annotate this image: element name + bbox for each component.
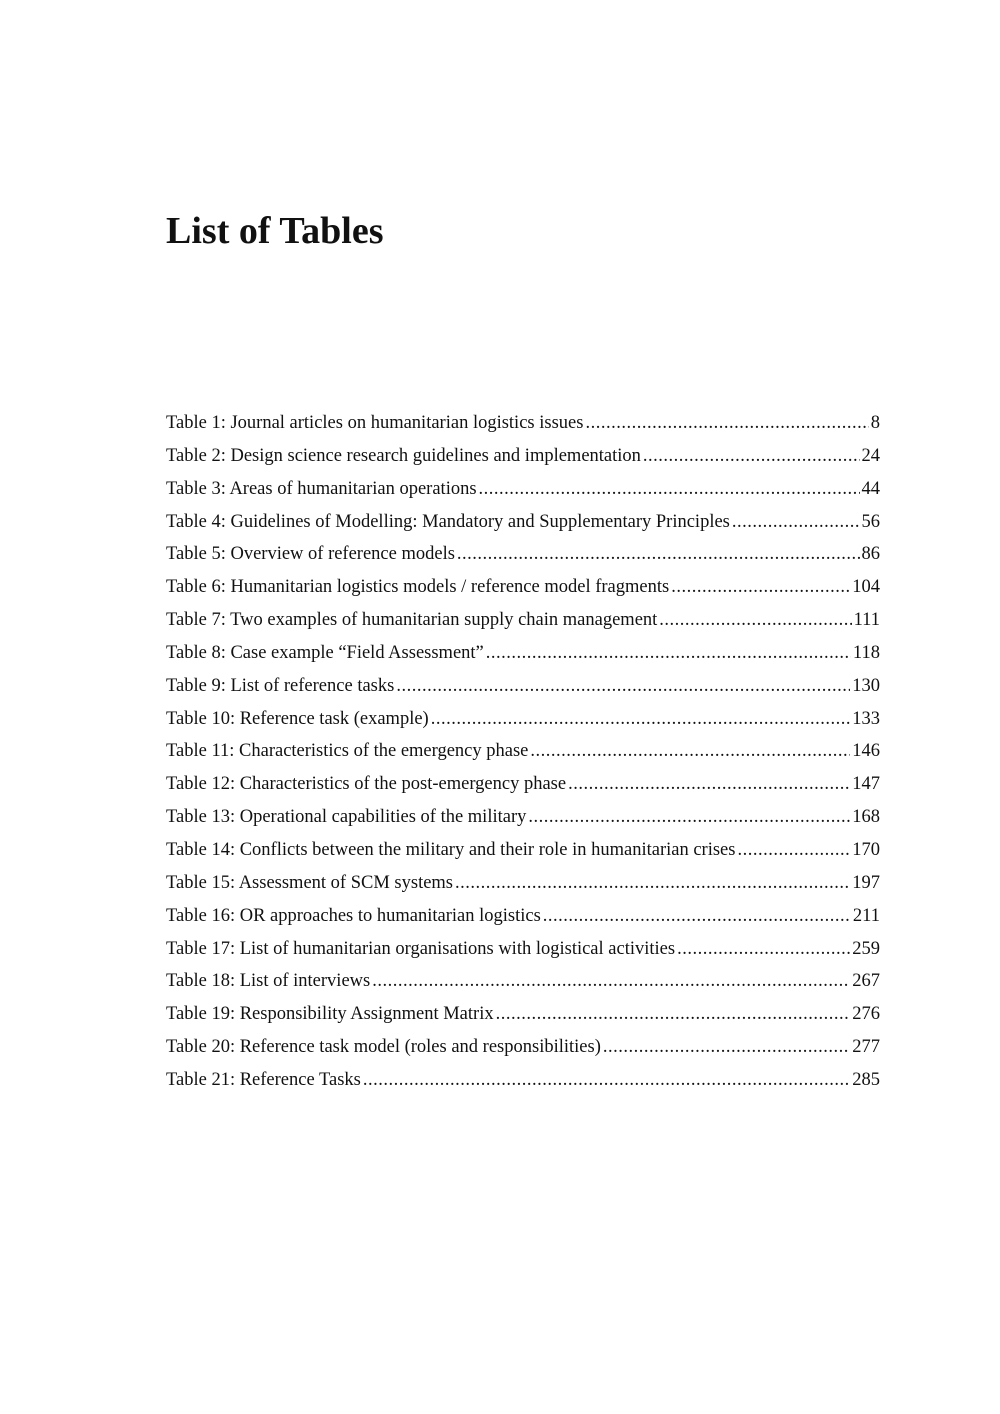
toc-entry-page: 8 (870, 413, 880, 433)
dot-leader (603, 1031, 850, 1064)
dot-leader (486, 637, 851, 670)
dot-leader (372, 965, 850, 998)
toc-entry-label: Table 7: Two examples of humanitarian supply chain management (166, 610, 658, 631)
toc-entry (166, 867, 880, 900)
dot-leader (585, 407, 868, 440)
toc-entry-label: Table 5: Overview of reference models (166, 544, 455, 565)
toc-entry-label: Table 13: Operational capabilities of the military (166, 807, 527, 828)
toc-entry-page: 111 (853, 610, 880, 631)
toc-entry (166, 1031, 880, 1064)
toc-entry-label: Table 10: Reference task (example) (166, 708, 429, 729)
dot-leader (677, 933, 850, 966)
toc-entry-page: 285 (852, 1069, 880, 1090)
toc-entry-page: 277 (852, 1037, 880, 1058)
toc-entry (166, 506, 880, 539)
dot-leader (496, 998, 851, 1031)
dot-leader (528, 801, 850, 834)
toc-entry-page: 24 (861, 445, 880, 466)
toc-entry-label: Table 15: Assessment of SCM systems (166, 872, 454, 893)
toc-entry-page: 197 (852, 872, 880, 893)
dot-leader (643, 440, 860, 473)
toc-entry-label: Table 18: List of interviews (166, 971, 371, 992)
toc-entry-label: Table 4: Guidelines of Modelling: Mandatory and Supplementary Principles (166, 511, 730, 532)
toc-entry-page: 259 (852, 938, 880, 959)
toc-entry (166, 834, 880, 867)
toc-entry (166, 735, 880, 768)
toc-entry-page: 170 (852, 839, 880, 860)
toc-entry-label: Table 3: Areas of humanitarian operations (166, 478, 477, 499)
dot-leader (479, 473, 860, 506)
toc-entry-label: Table 16: OR approaches to humanitarian logistics (166, 905, 541, 926)
toc-entry (166, 768, 880, 801)
toc-entry (166, 801, 880, 834)
toc-entry (166, 637, 880, 670)
toc-entry-label: Table 14: Conflicts between the military and their role in humanitarian crises (166, 839, 736, 860)
toc-entry-page: 276 (852, 1004, 880, 1025)
toc-entry-page: 118 (852, 642, 880, 663)
toc-entry (166, 703, 880, 736)
dot-leader (396, 670, 850, 703)
dot-leader (457, 538, 860, 571)
dot-leader (530, 735, 850, 768)
toc-entry (166, 604, 880, 637)
dot-leader (671, 571, 850, 604)
toc-entry-page: 86 (861, 544, 880, 565)
toc-entry-label: Table 8: Case example “Field Assessment” (166, 642, 484, 663)
toc-entry-page: 133 (852, 708, 880, 729)
dot-leader (455, 867, 850, 900)
dot-leader (737, 834, 850, 867)
toc-entry (166, 933, 880, 966)
toc-entry (166, 538, 880, 571)
toc-entry-label: Table 9: List of reference tasks (166, 675, 395, 696)
toc-entry-label: Table 20: Reference task model (roles and responsibilities) (166, 1037, 601, 1058)
toc-entry-page: 168 (852, 807, 880, 828)
toc-entry-page: 267 (852, 971, 880, 992)
toc-entry-page: 146 (852, 741, 880, 762)
toc-entry (166, 900, 880, 933)
toc-entry-label: Table 19: Responsibility Assignment Matrix (166, 1004, 494, 1025)
toc-entry (166, 998, 880, 1031)
toc-entry-label: Table 17: List of humanitarian organisations with logistical activities (166, 938, 676, 959)
toc-entry-label: Table 1: Journal articles on humanitarian logistics issues (166, 413, 584, 433)
dot-leader (732, 506, 860, 539)
toc-entry-page: 56 (861, 511, 880, 532)
toc-entry (166, 407, 880, 440)
toc-entry-page: 44 (861, 478, 880, 499)
toc-entry (166, 571, 880, 604)
page-title: List of Tables (166, 210, 384, 252)
toc-entry-label: Table 12: Characteristics of the post-emergency phase (166, 774, 567, 795)
table-list (166, 407, 880, 1097)
toc-entry-label: Table 21: Reference Tasks (166, 1069, 361, 1090)
dot-leader (568, 768, 850, 801)
toc-entry (166, 965, 880, 998)
toc-entry-page: 147 (852, 774, 880, 795)
toc-entry-page: 130 (852, 675, 880, 696)
toc-entry (166, 670, 880, 703)
toc-entry-page: 104 (852, 577, 880, 598)
toc-entry (166, 473, 880, 506)
dot-leader (659, 604, 851, 637)
toc-entry-page: 211 (852, 905, 880, 926)
toc-entry (166, 1064, 880, 1097)
toc-entry-label: Table 11: Characteristics of the emergency phase (166, 741, 529, 762)
toc-entry (166, 440, 880, 473)
toc-entry-label: Table 2: Design science research guidelines and implementation (166, 445, 641, 466)
dot-leader (363, 1064, 850, 1097)
dot-leader (543, 900, 851, 933)
toc-entry-label: Table 6: Humanitarian logistics models / reference model fragments (166, 577, 670, 598)
dot-leader (431, 703, 851, 736)
